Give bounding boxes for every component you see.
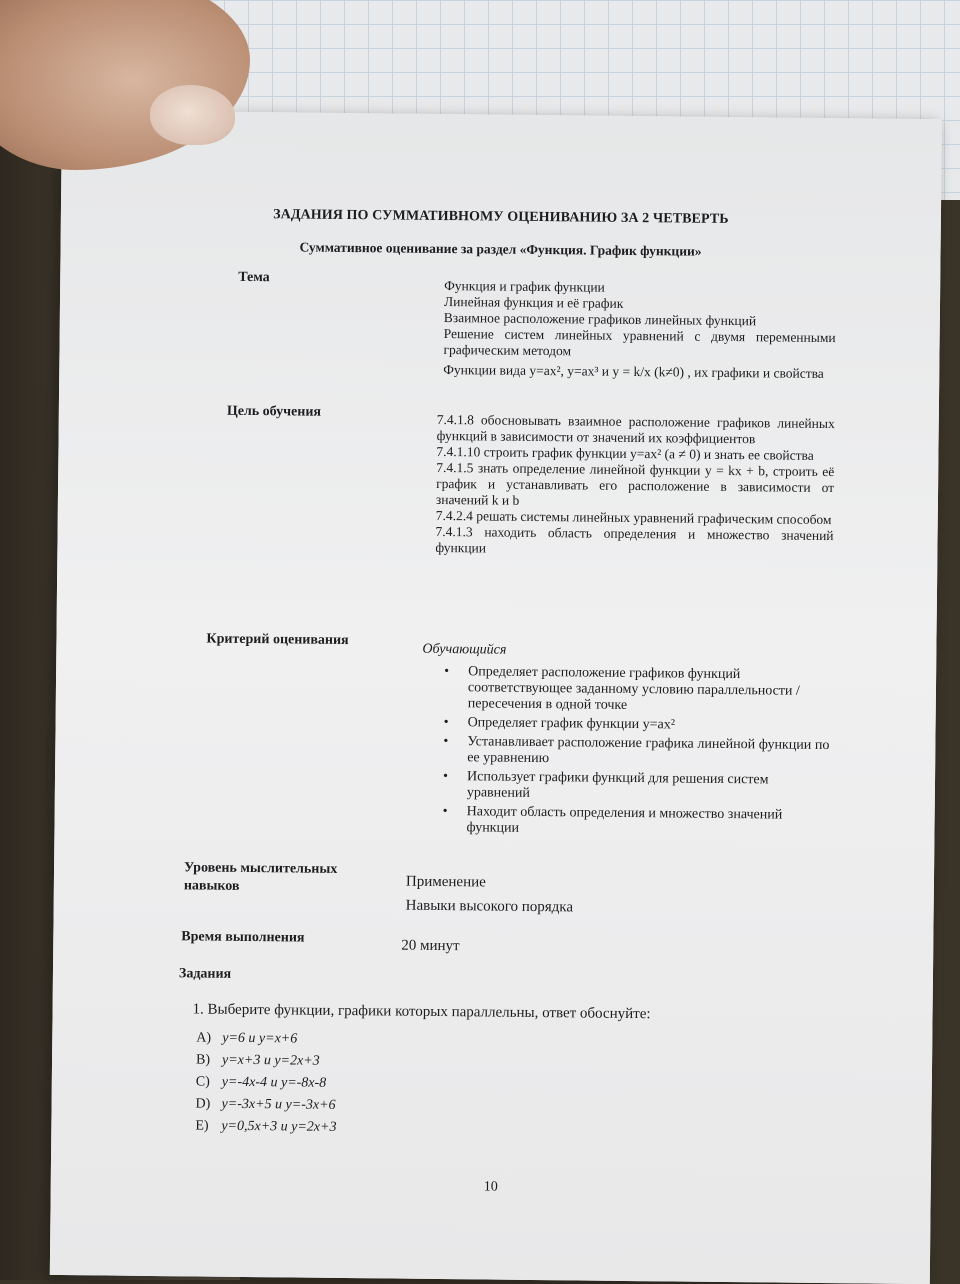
option-row (196, 1027, 337, 1050)
option-value: y=-4x-4 и y=-8x-8 (221, 1074, 327, 1091)
time-value: 20 минут (401, 937, 460, 955)
task-1-options (195, 1027, 337, 1138)
criteria-item: • Определяет график функции y=ax² (443, 715, 676, 733)
topic-line: Функции вида y=ax², y=ax³ и y = k/x (k≠0) , их графики и свойства (443, 362, 824, 381)
goal-line: 7.4.1.5 знать определение линейной функции y = kx + b, строить её график и устанавливать его расположение в зависимости от значений k и b (435, 459, 835, 508)
thumb-nail (150, 85, 235, 145)
option-row (195, 1093, 336, 1116)
thinking-label (184, 859, 338, 897)
option-row (196, 1071, 337, 1094)
topic-content (443, 278, 836, 382)
option-value: y=6 и y=x+6 (222, 1030, 298, 1047)
criteria-intro: Обучающийся (422, 641, 507, 658)
document-title: ЗАДАНИЯ ПО СУММАТИВНОМУ ОЦЕНИВАНИЮ ЗА 2 ЧЕТВЕРТЬ (273, 207, 729, 227)
task-1-text: 1. Выберите функции, графики которых параллельны, ответ обоснуйте: (192, 1001, 651, 1023)
goal-line: 7.4.1.10 строить график функции y=ax² (a ≠ 0) и знать ее свойства (436, 443, 814, 463)
thinking-content (406, 870, 574, 920)
goal-content (435, 412, 834, 560)
option-row (196, 1049, 337, 1072)
bullet-icon: • (442, 804, 448, 820)
criteria-item: • Определяет расположение графиков функций соответствующее заданному условию параллельности / пересечения в одной точке (444, 664, 800, 713)
thinking-label-line: Уровень мыслительных (183, 860, 338, 877)
time-label: Время выполнения (181, 929, 305, 946)
goal-label: Цель обучения (226, 403, 322, 420)
option-key: C) (195, 1074, 210, 1090)
option-value: y=0,5x+3 и y=2x+3 (221, 1118, 337, 1135)
option-key: E) (195, 1118, 209, 1134)
bullet-icon: • (443, 734, 449, 750)
thinking-line: Применение (405, 873, 486, 891)
criteria-item: • Устанавливает расположение графика линейной функции по ее уравнению (443, 734, 830, 767)
criteria-label: Критерий оценивания (206, 631, 349, 649)
thinking-line: Навыки высокого порядка (405, 897, 574, 916)
option-value: y=-3x+5 и y=-3x+6 (221, 1096, 336, 1113)
criteria-item: • Находит область определения и множество значений функции (442, 804, 783, 836)
option-value: y=x+3 и y=2x+3 (221, 1052, 320, 1069)
topic-line: Взаимное расположение графиков линейных функций (443, 310, 757, 329)
topic-line: Решение систем линейных уравнений с двумя переменными графическим методом (443, 326, 836, 359)
topic-line: Линейная функция и её график (443, 294, 624, 311)
criteria-list (420, 664, 830, 840)
criteria-content (420, 642, 830, 843)
document-page (50, 110, 942, 1284)
thinking-label-line: навыков (183, 878, 240, 894)
option-key: D) (195, 1096, 211, 1112)
option-row (195, 1115, 336, 1138)
option-key: B) (195, 1052, 211, 1068)
goal-line: 7.4.1.3 находить область определения и множество значений функции (435, 523, 834, 556)
option-key: A) (196, 1030, 212, 1046)
criteria-item: • Использует графики функций для решения систем уравнений (442, 769, 769, 801)
bullet-icon: • (442, 769, 449, 785)
goal-line: 7.4.2.4 решать системы линейных уравнений графическим способом (435, 507, 832, 528)
bullet-icon: • (443, 715, 449, 731)
topic-label: Тема (238, 269, 270, 286)
tasks-heading: Задания (178, 966, 232, 982)
document-subtitle: Суммативное оценивание за раздел «Функция. График функции» (299, 239, 702, 259)
page-number: 10 (483, 1179, 498, 1195)
bullet-icon: • (444, 664, 450, 680)
goal-line: 7.4.1.8 обосновывать взаимное расположение графиков линейных функций в зависимости от значений их коэффициентов (436, 411, 835, 447)
topic-line: Функция и график функции (444, 278, 605, 295)
